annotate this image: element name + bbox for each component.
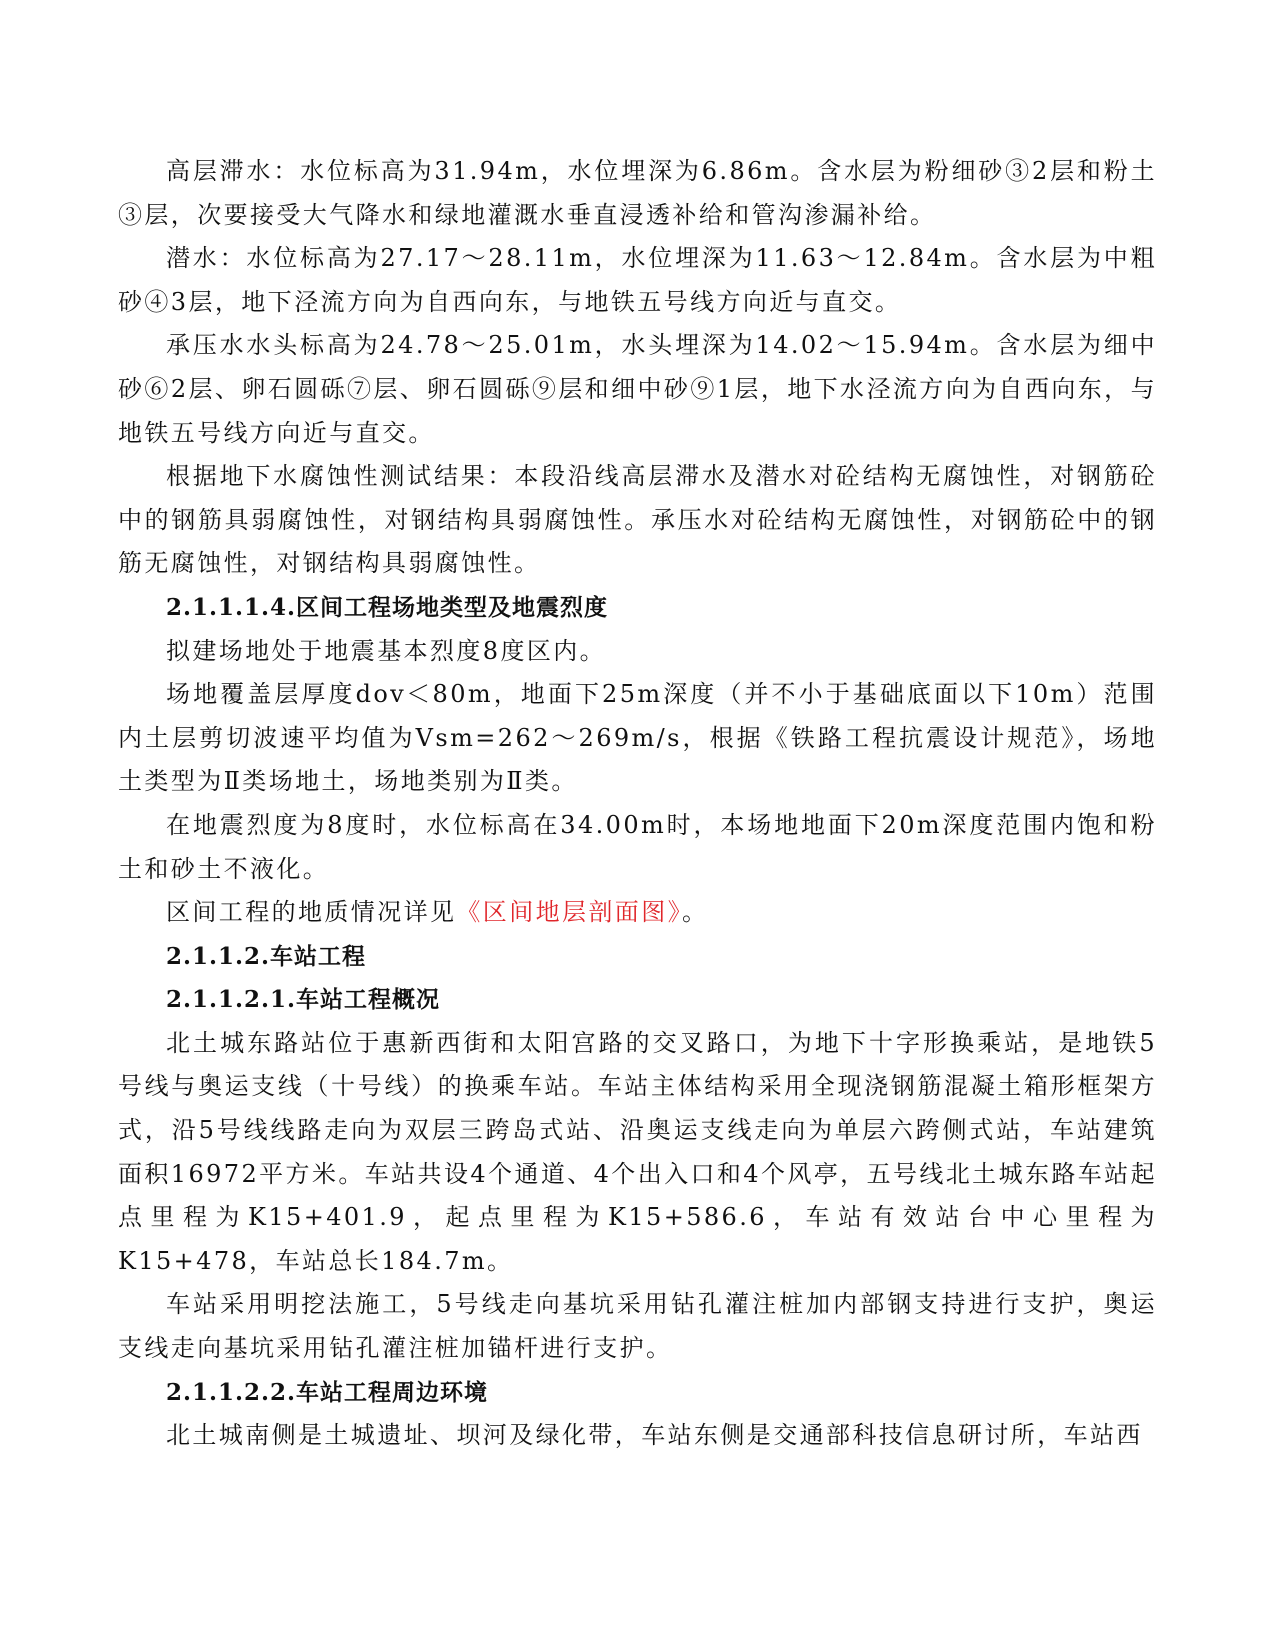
section-heading-station-overview: 2.1.1.2.1.车站工程概况 (166, 986, 441, 1014)
section-heading-site-seismic: 2.1.1.1.4.区间工程场地类型及地震烈度 (166, 593, 609, 621)
section-heading-station-works: 2.1.1.2.车站工程 (166, 942, 367, 970)
section-heading-surroundings: 2.1.1.2.2.车站工程周边环境 (166, 1378, 489, 1406)
paragraph-geology-reference (118, 891, 1157, 935)
paragraph-corrosion-results: 根据地下水腐蚀性测试结果：本段沿线高层滞水及潜水对砼结构无腐蚀性，对钢筋砼中的钢筋具弱腐蚀性，对钢结构具弱腐蚀性。承压水对砼结构无腐蚀性，对钢筋砼中的钢筋无腐蚀性，对钢结构具弱腐蚀性。 (118, 462, 1157, 578)
paragraph-site-classification: 场地覆盖层厚度dov＜80m，地面下25m深度（并不小于基础底面以下10m）范围内土层剪切波速平均值为Vsm=262～269m/s，根据《铁路工程抗震设计规范》，场地土类型为Ⅱ类场地土，场地类别为Ⅱ类。 (118, 680, 1157, 796)
reference-prefix: 区间工程的地质情况详见 (166, 898, 457, 927)
paragraph-confined-water: 承压水水头标高为24.78～25.01m，水头埋深为14.02～15.94m。含水层为细中砂⑥2层、卵石圆砾⑦层、卵石圆砾⑨层和细中砂⑨1层，地下水泾流方向为自西向东，与地铁五号线方向近与直交。 (118, 331, 1157, 447)
paragraph-seismic-intensity: 拟建场地处于地震基本烈度8度区内。 (166, 636, 607, 665)
paragraph-station-overview: 北土城东路站位于惠新西街和太阳宫路的交叉路口，为地下十字形换乘站，是地铁5号线与奥运支线（十号线）的换乘车站。车站主体结构采用全现浇钢筋混凝土箱形框架方式，沿5号线线路走向为双层三跨岛式站、沿奥运支线走向为单层六跨侧式站，车站建筑面积16972平方米。车站共设4个通道、4个出入口和4个风亭，五号线北土城东路车站起点里程为K15+401.9，起点里程为K15+586.6，车站有效站台中心里程为K15+478，车站总长184.7m。 (118, 1028, 1157, 1275)
paragraph-surroundings: 北土城南侧是土城遗址、坝河及绿化带，车站东侧是交通部科技信息研讨所，车站西 (166, 1421, 1143, 1450)
profile-drawing-reference: 《区间地层剖面图》 (456, 898, 683, 927)
paragraph-phreatic-water: 潜水：水位标高为27.17～28.11m，水位埋深为11.63～12.84m。含水层为中粗砂④3层，地下泾流方向为自西向东，与地铁五号线方向近与直交。 (118, 244, 1157, 316)
paragraph-liquefaction: 在地震烈度为8度时，水位标高在34.00m时，本场地地面下20m深度范围内饱和粉土和砂土不液化。 (118, 810, 1157, 883)
paragraph-perched-water: 高层滞水：水位标高为31.94m，水位埋深为6.86m。含水层为粉细砂③2层和粉土③层，次要接受大气降水和绿地灌溉水垂直浸透补给和管沟渗漏补给。 (118, 157, 1157, 229)
paragraph-construction-method: 车站采用明挖法施工，5号线走向基坑采用钻孔灌注桩加内部钢支持进行支护，奥运支线走向基坑采用钻孔灌注桩加锚杆进行支护。 (118, 1290, 1157, 1363)
reference-suffix: 。 (682, 898, 709, 927)
